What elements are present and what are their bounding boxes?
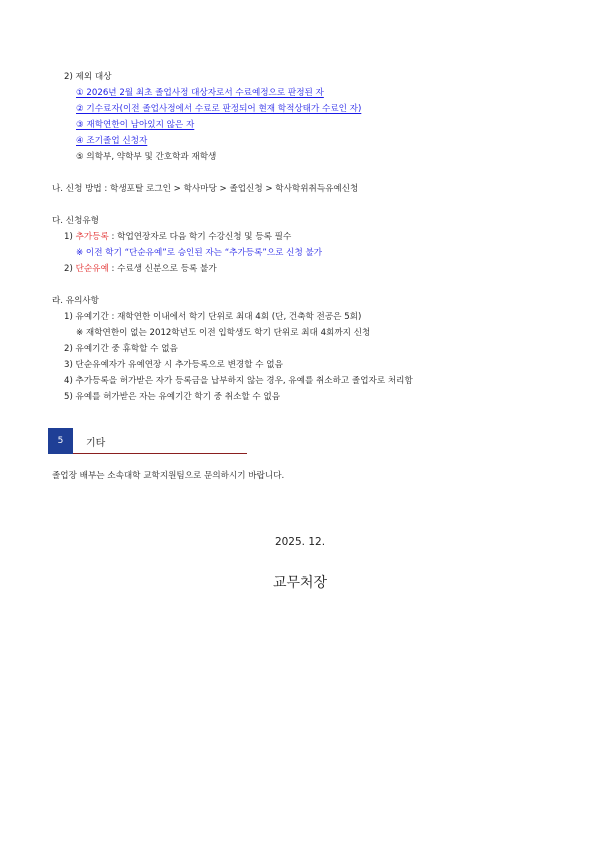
type-item-2	[64, 263, 217, 275]
type-item-1	[64, 231, 291, 243]
exclusion-item-2: ② 기수료자(이전 졸업사정에서 수료로 판정되어 현재 학적상태가 수료인 자)	[76, 104, 362, 114]
exclusion-item-5: ⑤ 의학부, 약학부 및 간호학과 재학생	[76, 152, 217, 162]
notes-item-1-note: ※ 재학연한이 없는 2012학년도 이전 입학생도 학기 단위로 최대 4회까지 신청	[76, 328, 371, 338]
exclusion-item-3: ③ 재학연한이 남아있지 않은 자	[76, 120, 195, 130]
contact-text: 졸업장 배부는 소속대학 교학지원팀으로 문의하시기 바랍니다.	[52, 471, 285, 481]
notes-item-4: 4) 추가등록을 허가받은 자가 등록금을 납부하지 않는 경우, 유예를 취소하고 졸업자로 처리함	[64, 376, 413, 386]
notes-item-2: 2) 유예기간 중 휴학할 수 없음	[64, 344, 178, 354]
type-item-1-note: ※ 이전 학기 “단순유예”로 승인된 자는 “추가등록”으로 신청 불가	[76, 248, 323, 258]
notes-item-3: 3) 단순유예자가 유예연장 시 추가등록으로 변경할 수 없음	[64, 360, 283, 370]
exclusion-item-1: ① 2026년 2월 최초 졸업사정 대상자로서 수료예정으로 판정된 자	[76, 88, 324, 98]
type-item-2-text: : 수료생 신분으로 등록 불가	[111, 264, 217, 274]
notes-item-5: 5) 유예를 허가받은 자는 유예기간 학기 중 취소할 수 없음	[64, 392, 281, 402]
section-divider	[73, 453, 247, 454]
type-item-1-number: 1)	[64, 232, 73, 242]
type-item-1-text: : 학업연장자로 다음 학기 수강신청 및 등록 필수	[111, 232, 292, 242]
application-type-heading: 다. 신청유형	[52, 216, 99, 226]
notes-item-1: 1) 유예기간 : 재학연한 이내에서 학기 단위로 최대 4회 (단, 건축학 전공은 5회)	[64, 312, 362, 322]
section-number-badge: 5	[48, 428, 73, 454]
type-item-1-label: 추가등록	[75, 232, 109, 242]
type-item-2-number: 2)	[64, 264, 73, 274]
issuer-name: 교무처장	[272, 575, 328, 591]
exclusion-item-4: ④ 조기졸업 신청자	[76, 136, 148, 146]
document-date: 2025. 12.	[274, 536, 326, 548]
exclusion-heading: 2) 제외 대상	[64, 72, 112, 82]
application-method: 나. 신청 방법 : 학생포탈 로그인 > 학사마당 > 졸업신청 > 학사학위취득유예신청	[52, 184, 359, 194]
section-title: 기타	[86, 438, 106, 449]
notes-heading: 라. 유의사항	[52, 296, 99, 306]
type-item-2-label: 단순유예	[75, 264, 109, 274]
